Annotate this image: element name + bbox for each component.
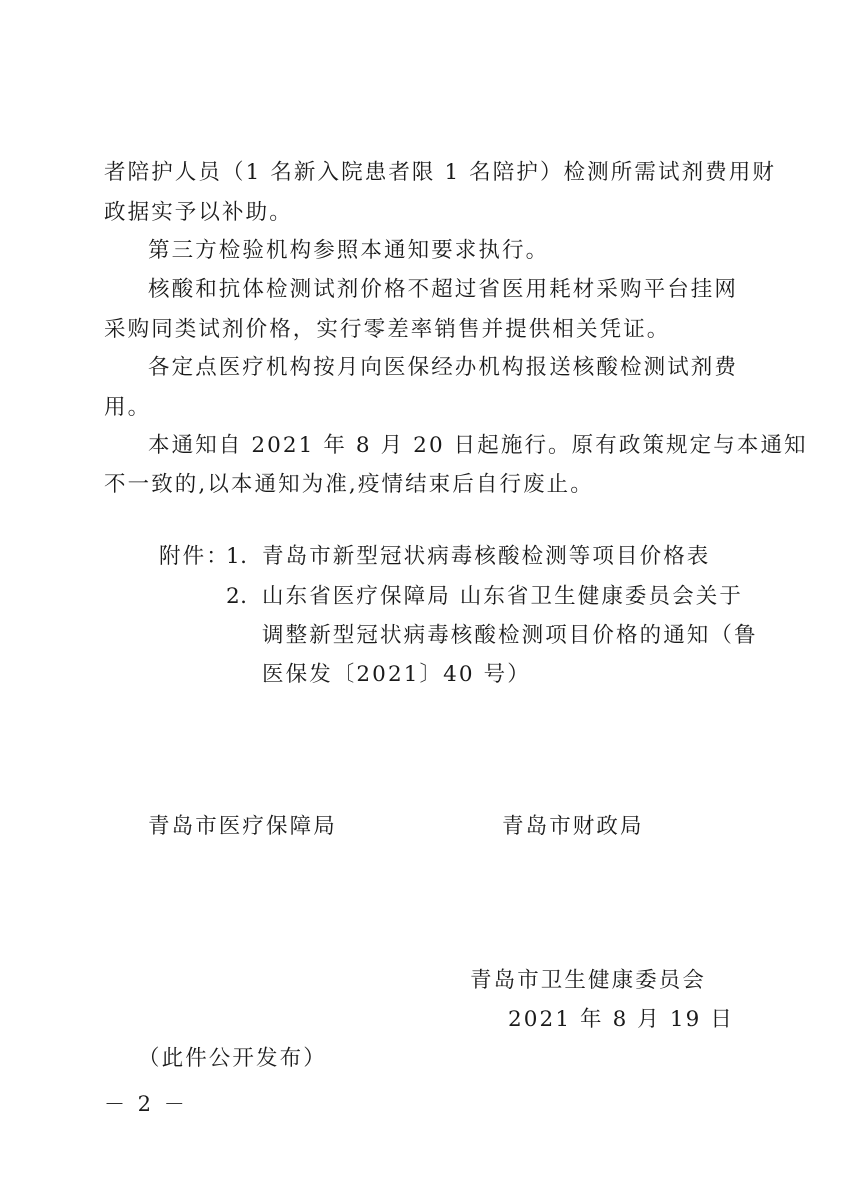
signature-medical-security-bureau: 青岛市医疗保障局: [148, 814, 337, 839]
publication-note: （此件公开发布）: [138, 1046, 327, 1071]
attachment-2-line-3: 医保发〔2021〕40 号）: [262, 662, 531, 687]
signature-finance-bureau: 青岛市财政局: [502, 814, 644, 839]
paragraph-1-line-1: 者陪护人员（1 名新入院患者限 1 名陪护）检测所需试剂费用财: [104, 160, 776, 185]
paragraph-5-line-1: 本通知自 2021 年 8 月 20 日起施行。原有政策规定与本通知: [148, 433, 808, 458]
paragraph-3-line-2: 采购同类试剂价格，实行零差率销售并提供相关凭证。: [104, 317, 671, 342]
paragraph-1-line-2: 政据实予以补助。: [104, 200, 293, 225]
attachment-2-line-2: 调整新型冠状病毒核酸检测项目价格的通知（鲁: [262, 623, 758, 648]
paragraph-2-line-1: 第三方检验机构参照本通知要求执行。: [148, 238, 550, 263]
page-number: － 2 －: [104, 1092, 188, 1116]
attachment-1-number: 1.: [226, 544, 248, 569]
paragraph-4-line-1: 各定点医疗机构按月向医保经办机构报送核酸检测试剂费: [148, 355, 739, 380]
signature-date: 2021 年 8 月 19 日: [508, 1007, 734, 1032]
attachment-1-text: 青岛市新型冠状病毒核酸检测等项目价格表: [262, 544, 711, 569]
paragraph-4-line-2: 用。: [104, 395, 152, 420]
attachment-2-line-1: 山东省医疗保障局 山东省卫生健康委员会关于: [262, 584, 743, 609]
signature-health-commission: 青岛市卫生健康委员会: [470, 968, 707, 993]
attachment-2-number: 2.: [226, 584, 248, 609]
attachments-label: 附件：: [159, 544, 230, 569]
paragraph-5-line-2: 不一致的,以本通知为准,疫情结束后自行废止。: [104, 472, 594, 497]
paragraph-3-line-1: 核酸和抗体检测试剂价格不超过省医用耗材采购平台挂网: [148, 277, 739, 302]
